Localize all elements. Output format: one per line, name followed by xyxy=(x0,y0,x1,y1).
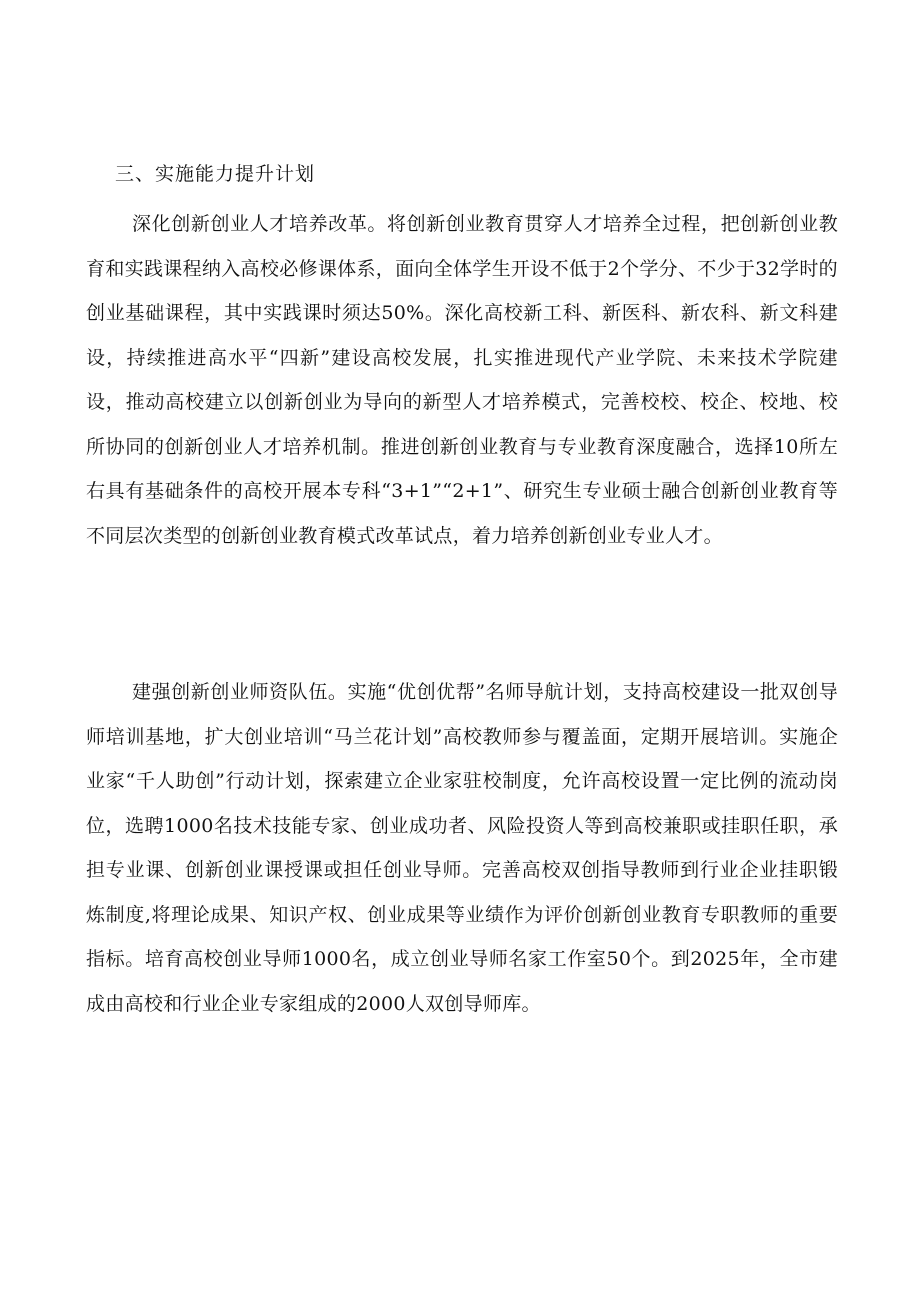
paragraph-talent-training-reform: 深化创新创业人才培养改革。将创新创业教育贯穿人才培养全过程，把创新创业教育和实践课程纳入高校必修课体系，面向全体学生开设不低于2个学分、不少于32学时的创业基础课程，其中实践课时须达50%。深化高校新工科、新医科、新农科、新文科建设，持续推进高水平“四新”建设高校发展，扎实推进现代产业学院、未来技术学院建设，推动高校建立以创新创业为导向的新型人才培养模式，完善校校、校企、校地、校所协同的创新创业人才培养机制。推进创新创业教育与专业教育深度融合，选择10所左右具有基础条件的高校开展本专科“3+1”“2+1”、研究生专业硕士融合创新创业教育等不同层次类型的创新创业教育模式改革试点，着力培养创新创业专业人才。 xyxy=(86,213,838,547)
paragraph-teacher-team-building: 建强创新创业师资队伍。实施“优创优帮”名师导航计划，支持高校建设一批双创导师培训基地，扩大创业培训“马兰花计划”高校教师参与覆盖面，定期开展培训。实施企业家“千人助创”行动计划，探索建立企业家驻校制度，允许高校设置一定比例的流动岗位，选聘1000名技术技能专家、创业成功者、风险投资人等到高校兼职或挂职任职，承担专业课、创新创业课授课或担任创业导师。完善高校双创指导教师到行业企业挂职锻炼制度,将理论成果、知识产权、创业成果等业绩作为评价创新创业教育专职教师的重要指标。培育高校创业导师1000名，成立创业导师名家工作室50个。到2025年，全市建成由高校和行业企业专家组成的2000人双创导师库。 xyxy=(86,681,838,1015)
section-heading: 三、实施能力提升计划 xyxy=(115,163,316,185)
